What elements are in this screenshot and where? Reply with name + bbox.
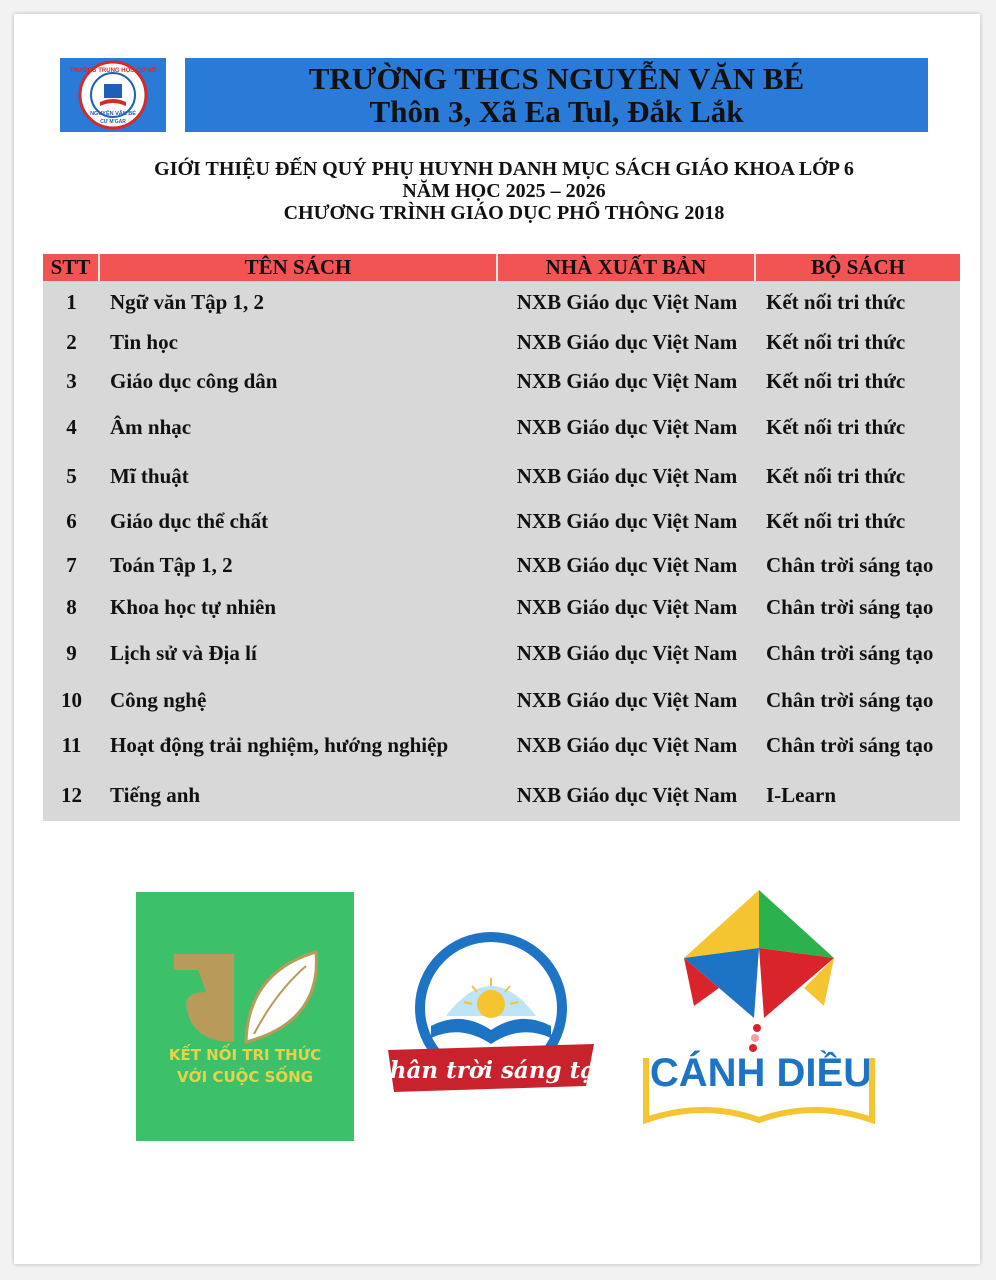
table-row	[43, 678, 960, 722]
ket-noi-tri-thuc-logo	[136, 892, 354, 1141]
cell-stt: 12	[61, 782, 82, 807]
book-sunrise-icon	[371, 926, 611, 1106]
cell-stt: 2	[66, 329, 77, 354]
header-series: BỘ SÁCH	[811, 255, 905, 279]
cell-series: Chân trời sáng tạo	[766, 733, 934, 757]
chan-troi-label: Chân trời sáng tạo	[371, 1057, 611, 1084]
textbook-table	[43, 254, 960, 821]
cell-stt: 1	[66, 289, 77, 314]
table-row	[43, 454, 960, 498]
school-emblem-icon	[60, 58, 166, 132]
emblem-name-text: NGUYỄN VĂN BÉ	[90, 111, 136, 117]
cell-stt: 10	[61, 687, 82, 712]
header-book-name: TÊN SÁCH	[100, 254, 498, 281]
cell-stt: 3	[66, 368, 77, 393]
cell-series: Chân trời sáng tạo	[766, 594, 934, 619]
cell-publisher: NXB Giáo dục Việt Nam	[516, 594, 738, 619]
cell-series: Kết nối tri thức	[766, 368, 906, 393]
cell-book-name: Tiếng anh	[110, 782, 201, 807]
ket-noi-line-2: VỚI CUỘC SỐNG	[176, 1068, 314, 1086]
cell-series: Kết nối tri thức	[766, 509, 906, 533]
header-stt: STT	[43, 254, 100, 281]
cell-publisher: NXB Giáo dục Việt Nam	[516, 368, 738, 393]
cell-stt: 7	[66, 552, 77, 577]
cell-book-name: Hoạt động trải nghiệm, hướng nghiệp	[110, 733, 449, 757]
cell-publisher: NXB Giáo dục Việt Nam	[516, 289, 738, 314]
document-page	[14, 14, 980, 1264]
kite-icon	[624, 888, 894, 1124]
cell-stt: 4	[66, 415, 77, 439]
cell-stt: 8	[66, 594, 77, 619]
heading-line-1: GIỚI THIỆU ĐẾN QUÝ PHỤ HUYNH DANH MỤC SÁCH GIÁO KHOA LỚP 6	[154, 158, 854, 180]
cell-series: Chân trời sáng tạo	[766, 552, 934, 577]
school-name: TRƯỜNG THCS NGUYỄN VĂN BÉ	[308, 61, 805, 96]
table-row	[43, 769, 960, 821]
cell-book-name: Tin học	[110, 329, 178, 354]
cell-publisher: NXB Giáo dục Việt Nam	[516, 552, 738, 577]
table-row	[43, 498, 960, 545]
cell-series: Kết nối tri thức	[766, 329, 906, 354]
cell-book-name: Lịch sử và Địa lí	[110, 641, 257, 665]
canh-dieu-label: CÁNH DIỀU	[649, 1051, 873, 1095]
cell-series: I-Learn	[766, 782, 836, 807]
emblem-bottom-text: CƯ M'GAR	[100, 119, 126, 125]
cell-publisher: NXB Giáo dục Việt Nam	[516, 509, 738, 533]
table-row	[43, 401, 960, 454]
cell-book-name: Giáo dục công dân	[110, 368, 278, 393]
cell-series: Chân trời sáng tạo	[766, 687, 934, 712]
chan-troi-sang-tao-logo	[371, 926, 611, 1106]
cell-book-name: Toán Tập 1, 2	[110, 552, 233, 577]
leaf-icon	[136, 892, 354, 1141]
table-row	[43, 361, 960, 401]
cell-publisher: NXB Giáo dục Việt Nam	[516, 782, 738, 807]
cell-series: Kết nối tri thức	[766, 463, 906, 488]
cell-book-name: Mĩ thuật	[110, 463, 189, 488]
school-emblem-panel	[60, 58, 166, 132]
emblem-top-text: TRƯỜNG TRUNG HỌC CƠ SỞ	[69, 68, 157, 74]
ket-noi-line-1: KẾT NỐI TRI THỨC	[168, 1046, 322, 1064]
table-header-row	[43, 254, 960, 281]
table-row	[43, 323, 960, 361]
table-row	[43, 281, 960, 323]
cell-series: Kết nối tri thức	[766, 415, 906, 439]
cell-series: Chân trời sáng tạo	[766, 641, 934, 665]
table-row	[43, 545, 960, 585]
cell-publisher: NXB Giáo dục Việt Nam	[516, 329, 738, 354]
cell-book-name: Công nghệ	[110, 687, 207, 712]
cell-stt: 11	[61, 733, 82, 757]
cell-publisher: NXB Giáo dục Việt Nam	[516, 641, 738, 665]
school-title-banner	[185, 58, 928, 132]
canh-dieu-logo	[624, 888, 894, 1124]
cell-publisher: NXB Giáo dục Việt Nam	[516, 463, 738, 488]
cell-book-name: Âm nhạc	[110, 415, 192, 439]
cell-stt: 5	[66, 463, 77, 488]
heading-line-3: CHƯƠNG TRÌNH GIÁO DỤC PHỔ THÔNG 2018	[283, 202, 725, 224]
cell-book-name: Ngữ văn Tập 1, 2	[110, 289, 265, 314]
table-row	[43, 722, 960, 769]
cell-stt: 9	[66, 641, 77, 665]
cell-publisher: NXB Giáo dục Việt Nam	[516, 415, 738, 439]
document-heading	[54, 158, 954, 224]
cell-series: Kết nối tri thức	[766, 289, 906, 314]
cell-publisher: NXB Giáo dục Việt Nam	[516, 687, 738, 712]
cell-book-name: Giáo dục thể chất	[110, 509, 269, 533]
cell-book-name: Khoa học tự nhiên	[110, 594, 277, 619]
school-address: Thôn 3, Xã Ea Tul, Đắk Lắk	[369, 94, 744, 129]
cell-publisher: NXB Giáo dục Việt Nam	[516, 733, 738, 757]
heading-line-2: NĂM HỌC 2025 – 2026	[402, 180, 606, 202]
cell-stt: 6	[66, 509, 77, 533]
header-publisher: NHÀ XUẤT BẢN	[498, 254, 756, 281]
table-row	[43, 585, 960, 629]
table-row	[43, 629, 960, 678]
